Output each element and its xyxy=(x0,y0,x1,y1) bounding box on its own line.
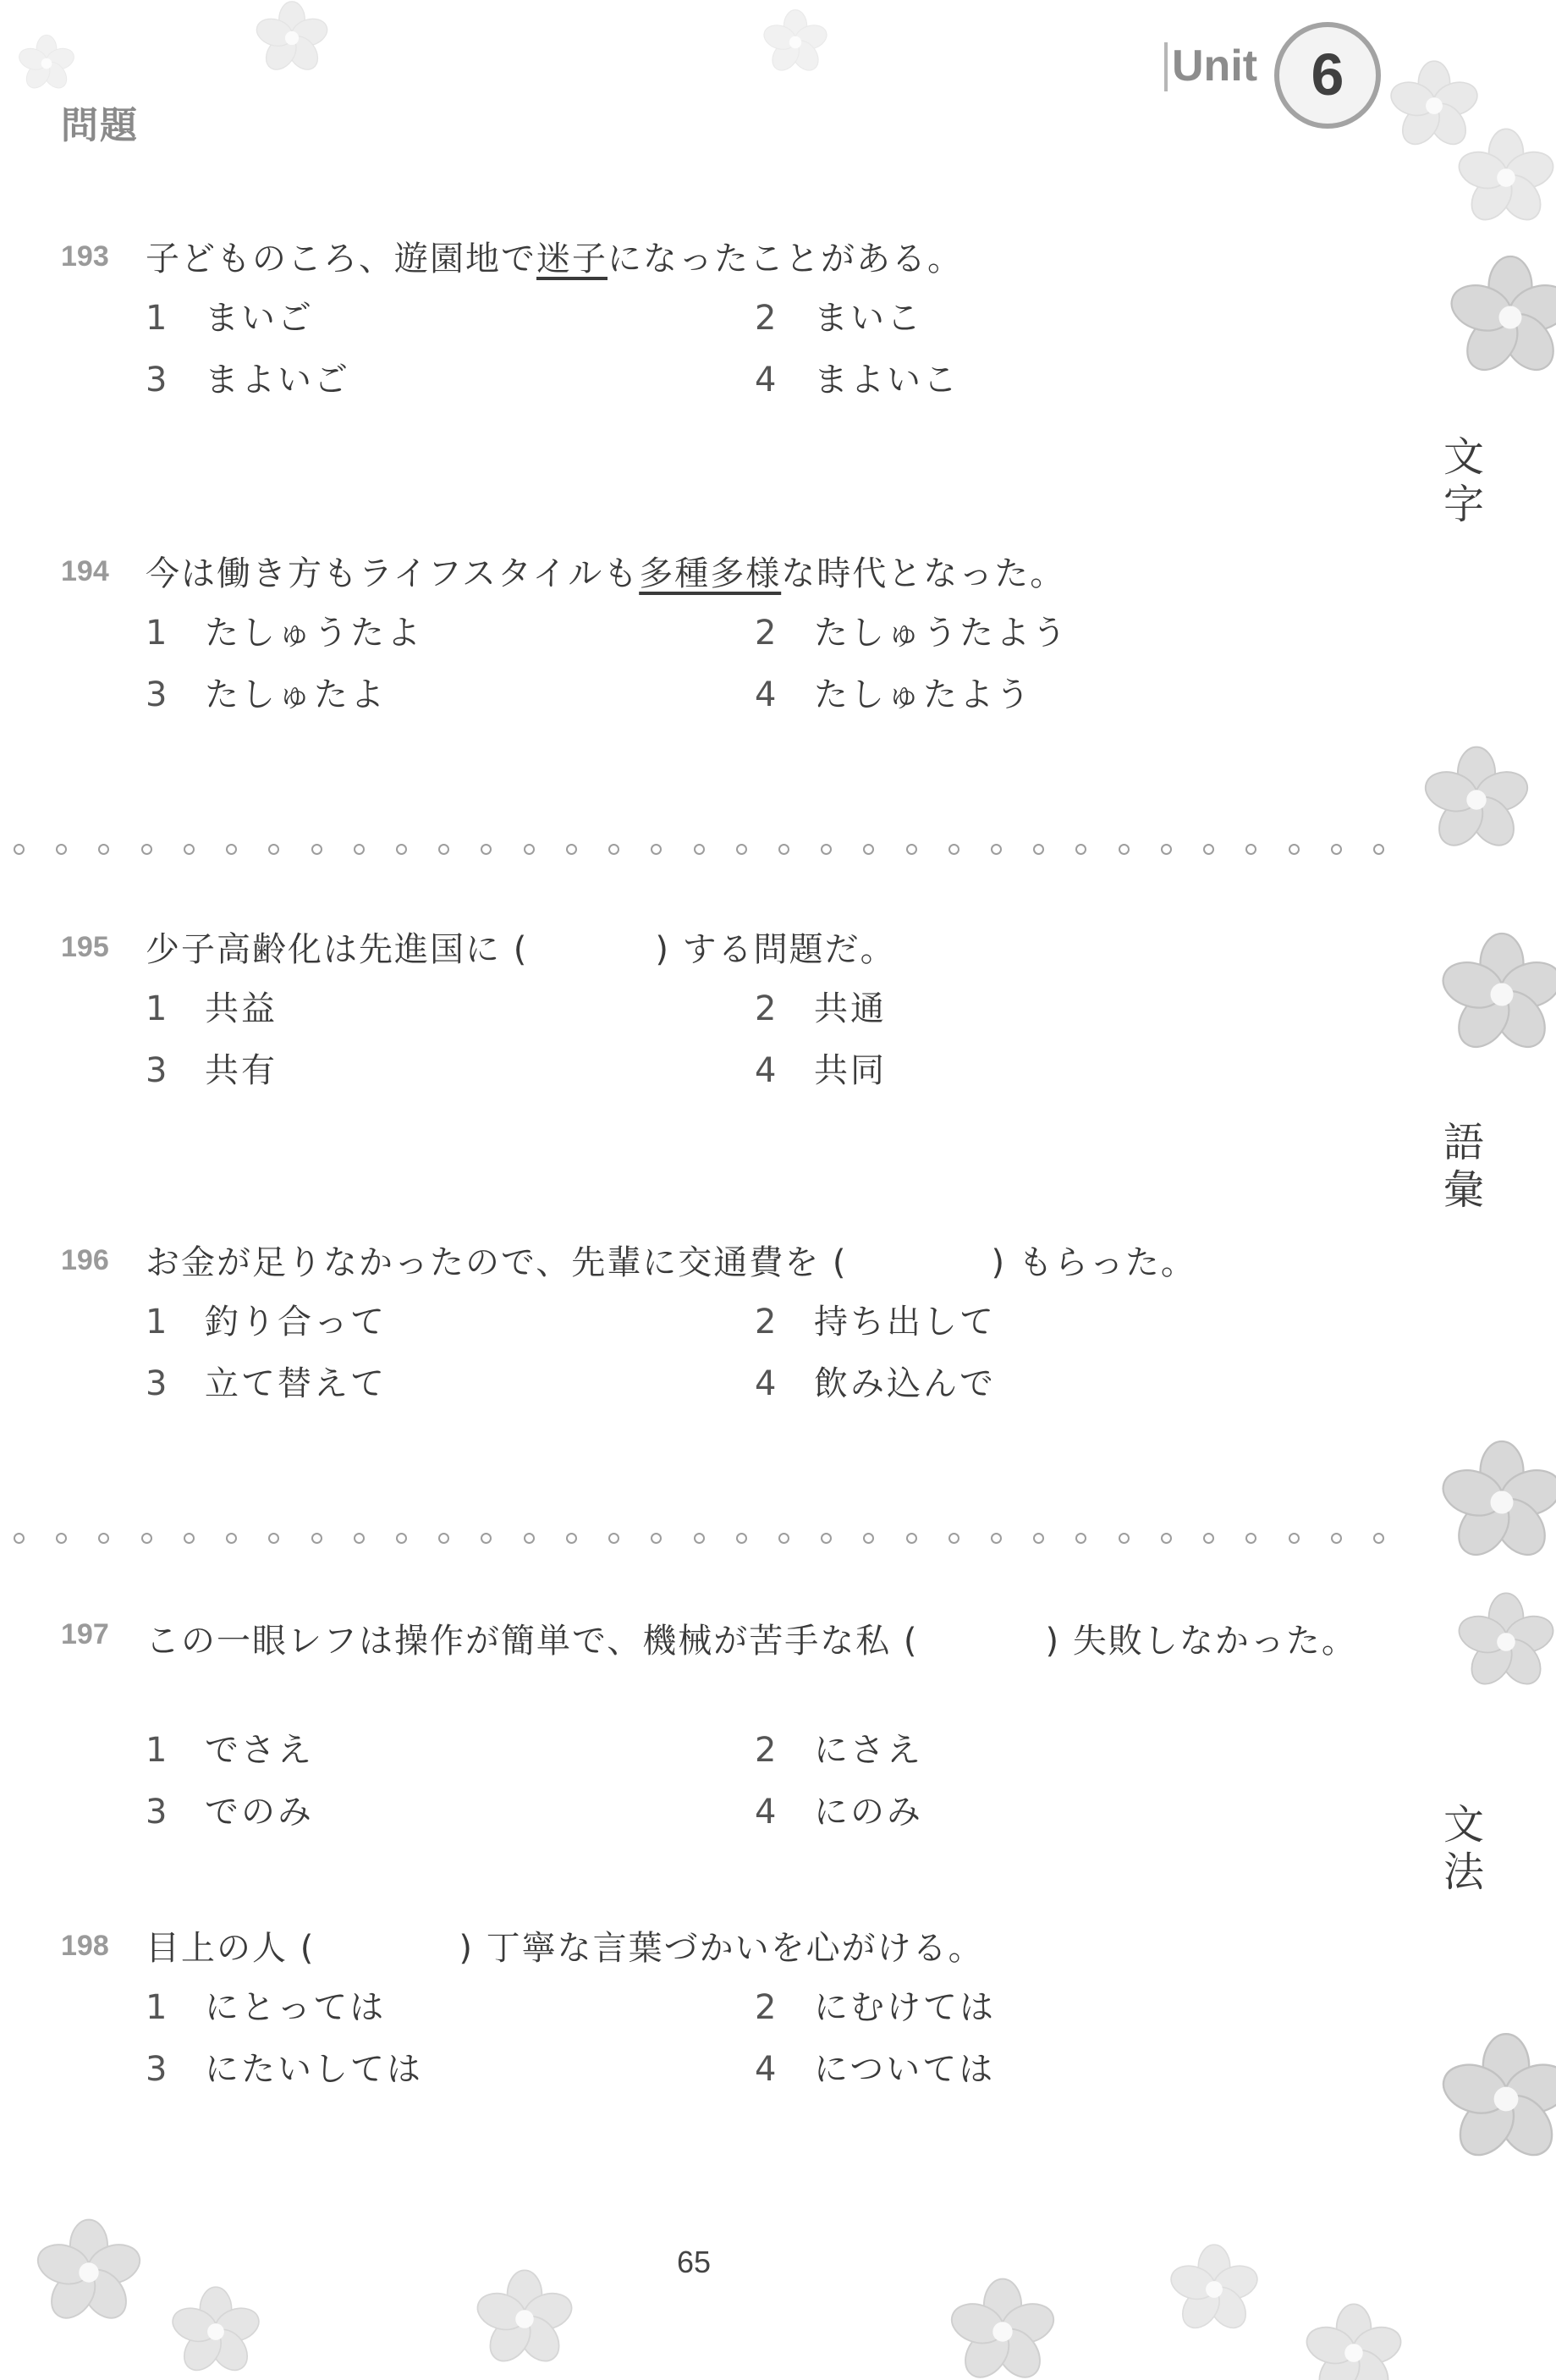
text-before: 今は働き方もライフスタイルも xyxy=(146,554,640,593)
side-tab-char: 法 xyxy=(1443,1848,1484,1896)
separator-dot xyxy=(226,1533,237,1544)
section-title: 問題 xyxy=(61,104,139,147)
question-196 xyxy=(61,1237,1381,1403)
question-text xyxy=(146,1611,1398,1671)
option-number: 3 xyxy=(146,1051,170,1090)
option-text: 飲み込んで xyxy=(814,1364,996,1403)
separator-dot xyxy=(694,844,705,855)
separator-dot xyxy=(821,844,832,855)
separator-dot xyxy=(524,1533,535,1544)
flower-icon xyxy=(1421,745,1531,855)
separator-dot xyxy=(566,844,577,855)
separator-dot xyxy=(694,1533,705,1544)
side-tab-moji xyxy=(1440,433,1487,528)
flower-icon xyxy=(1438,931,1556,1058)
option-number: 2 xyxy=(755,1988,779,2027)
separator-dot xyxy=(1075,1533,1086,1544)
separator-dot xyxy=(1289,844,1300,855)
option-number: 1 xyxy=(146,1731,170,1770)
option-number: 2 xyxy=(755,614,779,653)
option-number: 3 xyxy=(146,1364,170,1403)
option-number: 2 xyxy=(755,989,779,1028)
flower-icon xyxy=(1455,127,1556,229)
separator-dot xyxy=(778,844,789,855)
option-number: 2 xyxy=(755,1731,779,1770)
separator-dot xyxy=(268,844,279,855)
separator-dot xyxy=(651,1533,662,1544)
option-1[interactable] xyxy=(146,608,423,658)
option-text: たしゅうたよう xyxy=(814,614,1069,653)
separator-dot xyxy=(991,844,1002,855)
separator-dot xyxy=(1119,844,1130,855)
question-number: 193 xyxy=(61,240,109,273)
text-before: この一眼レフは操作が簡単で、機械が苦手な私 ( xyxy=(146,1622,919,1661)
side-tab-char: 彙 xyxy=(1443,1166,1484,1214)
text-before: お金が足りなかったので、先輩に交通費を ( xyxy=(146,1243,848,1282)
option-number: 4 xyxy=(755,1364,779,1403)
separator-dot xyxy=(948,1533,959,1544)
option-text: にとっては xyxy=(205,1988,387,2027)
option-text: 共同 xyxy=(814,1051,887,1090)
option-text: まいこ xyxy=(814,299,923,338)
separator-dot xyxy=(1373,844,1384,855)
separator-dot xyxy=(98,1533,109,1544)
separator-dot xyxy=(778,1533,789,1544)
question-197 xyxy=(61,1611,1381,1832)
option-3[interactable] xyxy=(146,2044,423,2095)
separator-dot xyxy=(991,1533,1002,1544)
option-number: 4 xyxy=(755,675,779,714)
text-after: になったことがある。 xyxy=(608,240,963,278)
question-text xyxy=(146,234,963,284)
flower-icon xyxy=(474,2268,575,2370)
separator-dot xyxy=(481,1533,492,1544)
separator-dot xyxy=(141,844,152,855)
option-text: まいご xyxy=(205,299,314,338)
flower-icon xyxy=(1303,2302,1405,2380)
option-text: 釣り合って xyxy=(205,1303,387,1342)
flower-icon xyxy=(254,0,330,76)
question-number: 196 xyxy=(61,1244,109,1276)
option-text: でさえ xyxy=(205,1731,314,1770)
separator-dot xyxy=(354,1533,365,1544)
option-text: たしゅうたよ xyxy=(205,614,423,653)
option-text: まよいこ xyxy=(814,361,959,399)
option-text: まよいご xyxy=(205,361,350,399)
option-text: たしゅたよ xyxy=(205,675,387,714)
separator-dot xyxy=(184,844,195,855)
option-3[interactable] xyxy=(146,669,387,720)
option-4[interactable] xyxy=(755,1787,923,1837)
question-text xyxy=(146,1923,984,1974)
underlined-word: 多種多様 xyxy=(639,554,782,593)
option-text: 持ち出して xyxy=(814,1303,996,1342)
separator-dot xyxy=(1373,1533,1384,1544)
option-text: については xyxy=(814,2050,996,2089)
separator-dot xyxy=(1075,844,1086,855)
separator-dot xyxy=(14,844,25,855)
separator-dot xyxy=(14,1533,25,1544)
separator-dot xyxy=(524,844,535,855)
question-193 xyxy=(61,234,1381,399)
side-tab-bunpo xyxy=(1440,1801,1487,1896)
separator-dot xyxy=(98,844,109,855)
option-text: にむけては xyxy=(814,1988,996,2027)
flower-icon xyxy=(948,2277,1058,2380)
option-4[interactable] xyxy=(755,669,1032,720)
separator-dot xyxy=(863,1533,874,1544)
option-2[interactable] xyxy=(755,293,923,344)
option-1[interactable] xyxy=(146,293,314,344)
separator-dot xyxy=(608,844,619,855)
option-text: 共通 xyxy=(814,989,887,1028)
separator-dot xyxy=(56,844,67,855)
separator-dot xyxy=(481,844,492,855)
separator-dot xyxy=(651,844,662,855)
separator-dot xyxy=(311,844,322,855)
unit-divider xyxy=(1164,42,1168,91)
separator-dot xyxy=(438,844,449,855)
separator-dot xyxy=(1033,1533,1044,1544)
separator-dot xyxy=(863,844,874,855)
underlined-word: 迷子 xyxy=(536,240,608,278)
option-number: 1 xyxy=(146,1303,170,1342)
separator-dot xyxy=(268,1533,279,1544)
side-tab-goi xyxy=(1440,1119,1487,1214)
option-4[interactable] xyxy=(755,1358,996,1409)
question-text xyxy=(146,1237,1196,1288)
option-number: 3 xyxy=(146,361,170,399)
flower-icon xyxy=(169,2285,262,2378)
separator-dot xyxy=(56,1533,67,1544)
flower-icon xyxy=(34,2217,144,2328)
option-2[interactable] xyxy=(755,983,887,1034)
separator-dot xyxy=(1161,844,1172,855)
option-number: 1 xyxy=(146,1988,170,2027)
dotted-separator xyxy=(14,841,1384,857)
option-3[interactable] xyxy=(146,1045,278,1096)
text-after: ) もらった。 xyxy=(991,1243,1196,1282)
separator-dot xyxy=(906,1533,917,1544)
side-tab-char: 字 xyxy=(1443,481,1484,528)
option-text: にさえ xyxy=(814,1731,923,1770)
text-before: 少子高齢化は先進国に ( xyxy=(146,930,529,969)
separator-dot xyxy=(1245,1533,1256,1544)
text-after: ) する問題だ。 xyxy=(655,930,896,969)
flower-icon xyxy=(1168,2243,1261,2336)
question-text xyxy=(146,548,1065,599)
text-before: 目上の人 ( xyxy=(146,1929,316,1968)
flower-icon xyxy=(1447,254,1556,381)
option-text: にたいしては xyxy=(205,2050,423,2089)
option-4[interactable] xyxy=(755,1045,887,1096)
option-3[interactable] xyxy=(146,1358,387,1409)
separator-dot xyxy=(184,1533,195,1544)
flower-icon xyxy=(1455,1591,1556,1693)
option-text: にのみ xyxy=(814,1793,923,1832)
option-number: 2 xyxy=(755,1303,779,1342)
separator-dot xyxy=(226,844,237,855)
text-after: ) 丁寧な言葉づかいを心がける。 xyxy=(459,1929,984,1968)
option-1[interactable] xyxy=(146,1297,387,1347)
option-number: 3 xyxy=(146,1793,170,1832)
separator-dot xyxy=(948,844,959,855)
separator-dot xyxy=(438,1533,449,1544)
separator-dot xyxy=(608,1533,619,1544)
option-2[interactable] xyxy=(755,1725,923,1776)
option-1[interactable] xyxy=(146,1982,386,2033)
option-text: 共益 xyxy=(205,989,278,1028)
unit-number-badge: 6 xyxy=(1274,22,1381,129)
flower-icon xyxy=(1438,1439,1556,1566)
question-number: 195 xyxy=(61,931,109,963)
separator-dot xyxy=(311,1533,322,1544)
option-2[interactable] xyxy=(755,608,1069,658)
separator-dot xyxy=(1033,844,1044,855)
question-198 xyxy=(61,1923,1381,2089)
option-2[interactable] xyxy=(755,1297,996,1347)
question-number: 198 xyxy=(61,1930,109,1962)
unit-label: Unit xyxy=(1172,41,1258,91)
separator-dot xyxy=(396,844,407,855)
option-3[interactable] xyxy=(146,355,350,405)
option-3[interactable] xyxy=(146,1787,314,1837)
option-text: 立て替えて xyxy=(205,1364,387,1403)
separator-dot xyxy=(354,844,365,855)
option-4[interactable] xyxy=(755,355,959,405)
side-tab-char: 文 xyxy=(1443,433,1484,481)
separator-dot xyxy=(396,1533,407,1544)
separator-dot xyxy=(736,844,747,855)
option-number: 2 xyxy=(755,299,779,338)
option-number: 1 xyxy=(146,614,170,653)
option-2[interactable] xyxy=(755,1982,996,2033)
option-1[interactable] xyxy=(146,1725,314,1776)
option-number: 1 xyxy=(146,299,170,338)
separator-dot xyxy=(1331,1533,1342,1544)
text-after: ) 失敗しなかった。 xyxy=(1045,1622,1357,1661)
flower-icon xyxy=(762,8,829,76)
option-number: 4 xyxy=(755,1051,779,1090)
option-number: 1 xyxy=(146,989,170,1028)
question-number: 197 xyxy=(61,1618,109,1650)
dotted-separator xyxy=(14,1530,1384,1545)
option-number: 4 xyxy=(755,361,779,399)
separator-dot xyxy=(1161,1533,1172,1544)
flower-icon xyxy=(1438,2031,1556,2167)
separator-dot xyxy=(736,1533,747,1544)
text-before: 子どものころ、遊園地で xyxy=(146,240,536,278)
option-number: 3 xyxy=(146,2050,170,2089)
option-text: たしゅたよう xyxy=(814,675,1032,714)
separator-dot xyxy=(566,1533,577,1544)
separator-dot xyxy=(821,1533,832,1544)
side-tab-char: 語 xyxy=(1443,1119,1484,1166)
separator-dot xyxy=(906,844,917,855)
question-text xyxy=(146,924,896,975)
option-4[interactable] xyxy=(755,2044,995,2095)
question-number: 194 xyxy=(61,555,109,587)
separator-dot xyxy=(1289,1533,1300,1544)
separator-dot xyxy=(141,1533,152,1544)
question-195 xyxy=(61,924,1381,1090)
option-1[interactable] xyxy=(146,983,278,1034)
option-number: 3 xyxy=(146,675,170,714)
option-text: 共有 xyxy=(205,1051,278,1090)
question-194 xyxy=(61,548,1381,714)
separator-dot xyxy=(1245,844,1256,855)
option-text: でのみ xyxy=(205,1793,314,1832)
page-number: 65 xyxy=(677,2245,712,2279)
separator-dot xyxy=(1203,1533,1214,1544)
flower-icon xyxy=(17,34,76,93)
option-number: 4 xyxy=(755,2050,779,2089)
separator-dot xyxy=(1331,844,1342,855)
text-after: な時代となった。 xyxy=(781,554,1066,593)
option-number: 4 xyxy=(755,1793,779,1832)
separator-dot xyxy=(1203,844,1214,855)
separator-dot xyxy=(1119,1533,1130,1544)
side-tab-char: 文 xyxy=(1443,1801,1484,1848)
